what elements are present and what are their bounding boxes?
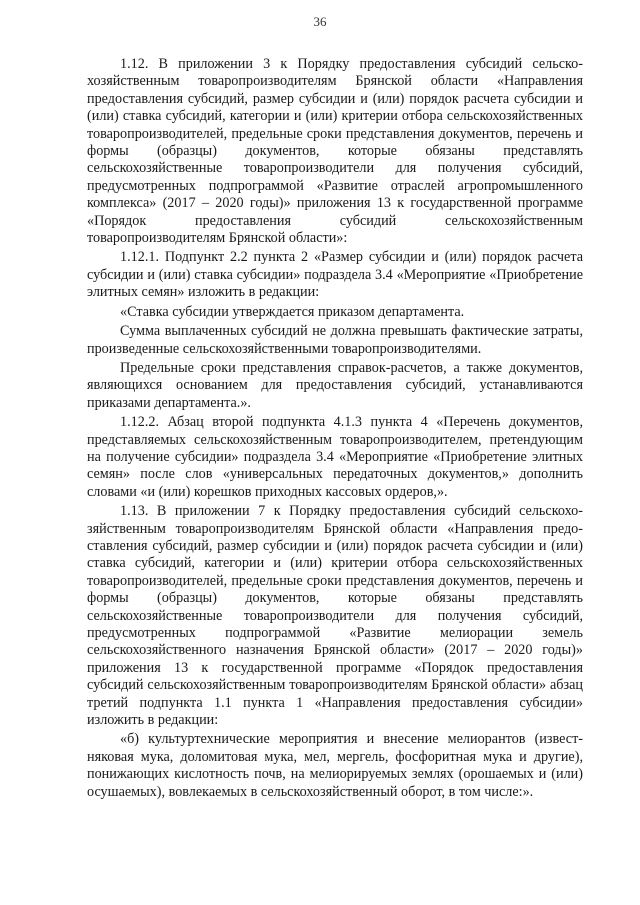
paragraph-1-12: 1.12. В приложении 3 к Порядку предоставления субсидий сельскохозяйственным товаропроизводителям Брянской области «Направления предоставления субсидий, размер субсидии и (или) порядок расчета субсидии и (или) ставка субсидий, категории и (или) критерии отбора сельскохозяйственных товаропроизводителей, предельные сроки представления документов, перечень и формы (образцы) документов, которые обязаны представлять сельскохозяйственные товаропроизводители для получения субсидий, предусмотренных подпрограммой «Развитие отраслей агропромышленного комплекса» (2017 – 2020 годы)» приложения 13 к государственной программе «Порядок предоставления субсидий сельскохозяйственным товаропроизводителям Брянской области»:	[87, 56, 583, 247]
paragraph-1-12-1: 1.12.1. Подпункт 2.2 пункта 2 «Размер субсидии и (или) порядок расчета субсидии и (или) ставка субсидии» подраздела 3.4 «Мероприятие «Приобретение элитных семян» изложить в редакции:	[87, 249, 583, 301]
page-number: 36	[313, 14, 327, 29]
paragraph-1-12-2: 1.12.2. Абзац второй подпункта 4.1.3 пункта 4 «Перечень документов, представляемых сельскохозяйственным товаропроизводителем, претендующим на получение субсидии» подраздела 3.4 «Мероприятие «Приобретение элитных семян» после слов «универсальных передаточных документов,» дополнить словами «и (или) корешков приходных кассовых ордеров,».	[87, 414, 583, 500]
document-body	[87, 56, 583, 801]
paragraph-deadlines: Предельные сроки представления справок-расчетов, а также документов, являющихся основанием для предоставления субсидий, устанавливаются приказами департамента.».	[87, 359, 583, 411]
paragraph-quoted-rate: «Ставка субсидии утверждается приказом департамента.	[120, 303, 465, 320]
paragraph-1-13: 1.13. В приложении 7 к Порядку предоставления субсидий сельскохозяйственным товаропроизводителям Брянской области «Направления предоставления субсидий, размер субсидии и (или) порядок расчета субсидии и (или) ставка субсидий, категории и (или) критерии отбора сельскохозяйственных товаропроизводителей, предельные сроки представления документов, перечень и формы (образцы) документов, которые обязаны представлять сельскохозяйственные товаропроизводители для получения субсидий, предусмотренных подпрограммой «Развитие мелиорации земель сельскохозяйственного назначения Брянской области» (2017 – 2020 годы)» приложения 13 к государственной программе «Порядок предоставления субсидий сельскохозяйственным товаропроизводителям Брянской области» абзац третий подпункта 1.1 пункта 1 «Направления предоставления субсидии» изложить в редакции:	[87, 503, 583, 729]
paragraph-item-b: «б) культуртехнические мероприятия и внесение мелиорантов (известняковая мука, доломитовая мука, мел, мергель, фосфоритная мука и другие), понижающих кислотность почв, на мелиорируемых землях (орошаемых и (или) осушаемых), вовлекаемых в сельскохозяйственный оборот, в том числе:».	[87, 731, 583, 800]
paragraph-subsidy-sum: Сумма выплаченных субсидий не должна превышать фактические затраты, произведенные сельскохозяйственными товаропроизводителями.	[87, 323, 583, 357]
